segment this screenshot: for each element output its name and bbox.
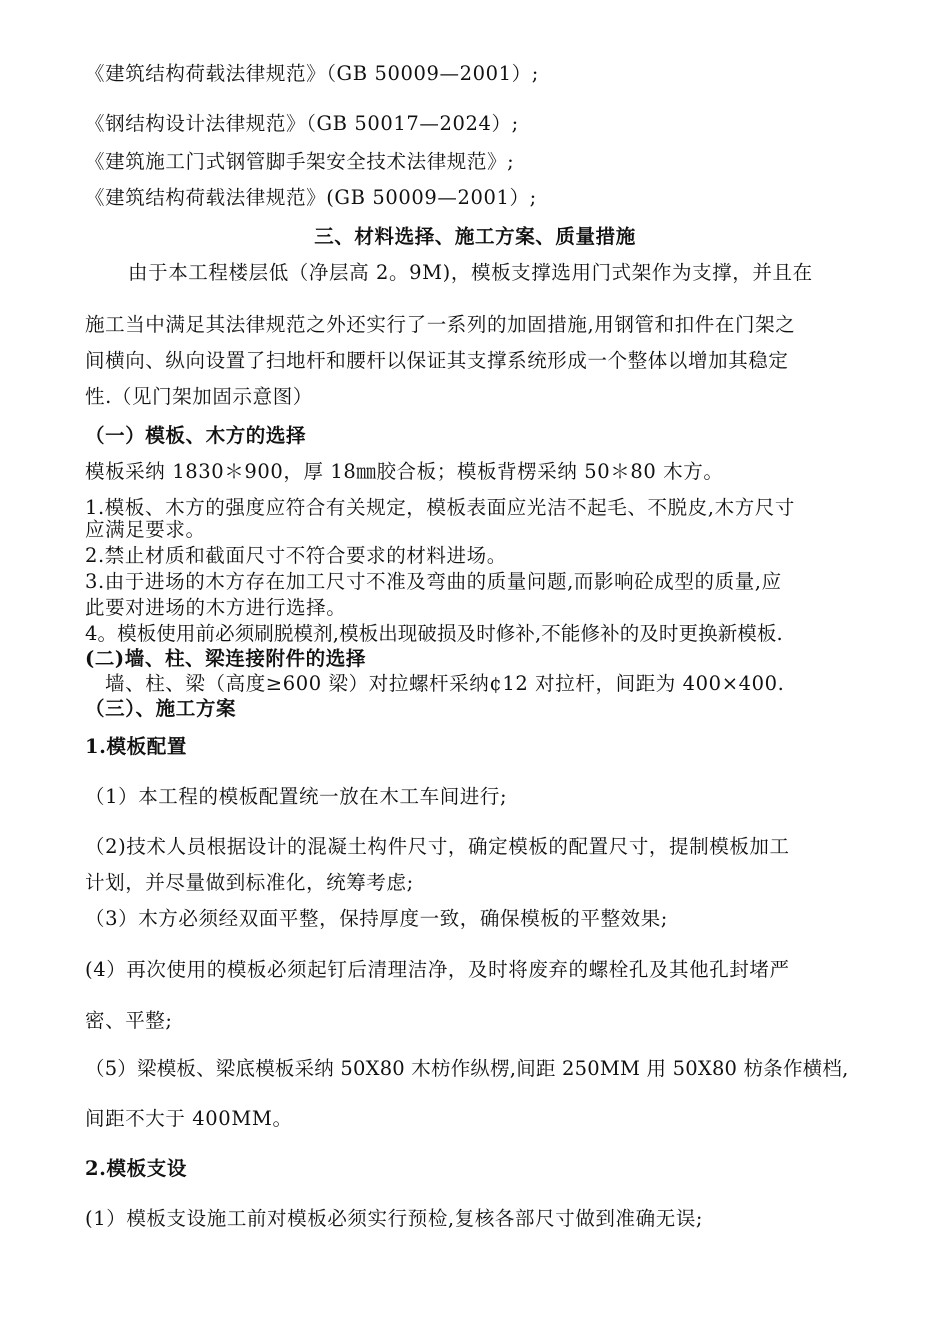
subsection-title: （一）模板、木方的选择 xyxy=(85,424,307,447)
subsection-title: （三）、施工方案 xyxy=(85,697,237,720)
part-title: 1.模板配置 xyxy=(85,735,187,758)
list-item: 1.模板、木方的强度应符合有关规定，模板表面应光洁不起毛、不脱皮,木方尺寸 xyxy=(85,496,796,519)
paragraph-line: 由于本工程楼层低（净层高 2。9M)，模板支撑选用门式架作为支撑，并且在 xyxy=(128,261,813,284)
paragraph-line: （1）本工程的模板配置统一放在木工车间进行; xyxy=(85,785,508,808)
paragraph-line: （2)技术人员根据设计的混凝土构件尺寸，确定模板的配置尺寸，提制模板加工 xyxy=(85,835,790,858)
section-title: 三、材料选择、施工方案、质量措施 xyxy=(314,225,636,248)
reference-line: 《钢结构设计法律规范》（GB 50017—2024）; xyxy=(85,112,519,135)
list-item: 3.由于进场的木方存在加工尺寸不准及弯曲的质量问题,而影响砼成型的质量,应 xyxy=(85,570,782,593)
list-item: 此要对进场的木方进行选择。 xyxy=(85,596,347,619)
reference-line: 《建筑结构荷载法律规范》（GB 50009—2001）; xyxy=(85,62,539,85)
paragraph-line: 计划，并尽量做到标准化，统筹考虑; xyxy=(85,871,414,894)
paragraph-line: 间距不大于 400MM。 xyxy=(85,1107,293,1130)
list-item: 4。模板使用前必须刷脱模剂,模板出现破损及时修补,不能修补的及时更换新模板. xyxy=(85,622,783,645)
part-title: 2.模板支设 xyxy=(85,1157,187,1180)
paragraph-line: 密、平整; xyxy=(85,1009,173,1032)
reference-line: 《建筑结构荷载法律规范》(GB 50009—2001）; xyxy=(85,186,537,209)
paragraph-line: （5）梁模板、梁底模板采纳 50X80 木枋作纵楞,间距 250MM 用 50X80 枋条作横档, xyxy=(85,1057,849,1080)
paragraph-line: 模板采纳 1830＊900，厚 18㎜胶合板；模板背楞采纳 50＊80 木方。 xyxy=(85,460,724,483)
paragraph-line: (4）再次使用的模板必须起钉后清理洁净，及时将废弃的螺栓孔及其他孔封堵严 xyxy=(85,958,790,981)
paragraph-line: (1）模板支设施工前对模板必须实行预检,复核各部尺寸做到准确无误; xyxy=(85,1207,704,1230)
list-item: 2.禁止材质和截面尺寸不符合要求的材料进场。 xyxy=(85,544,507,567)
subsection-title: (二)墙、柱、梁连接附件的选择 xyxy=(85,647,366,670)
paragraph-line: （3）木方必须经双面平整，保持厚度一致，确保模板的平整效果; xyxy=(85,907,668,930)
paragraph-line: 墙、柱、梁（高度≥600 梁）对拉螺杆采纳¢12 对拉杆，间距为 400×400. xyxy=(105,672,785,695)
list-item: 应满足要求。 xyxy=(85,518,206,541)
paragraph-line: 施工当中满足其法律规范之外还实行了一系列的加固措施,用钢管和扣件在门架之 xyxy=(85,313,796,336)
reference-line: 《建筑施工门式钢管脚手架安全技术法律规范》; xyxy=(85,150,515,173)
paragraph-line: 间横向、纵向设置了扫地杆和腰杆以保证其支撑系统形成一个整体以增加其稳定 xyxy=(85,349,789,372)
paragraph-line: 性.（见门架加固示意图） xyxy=(85,385,313,408)
